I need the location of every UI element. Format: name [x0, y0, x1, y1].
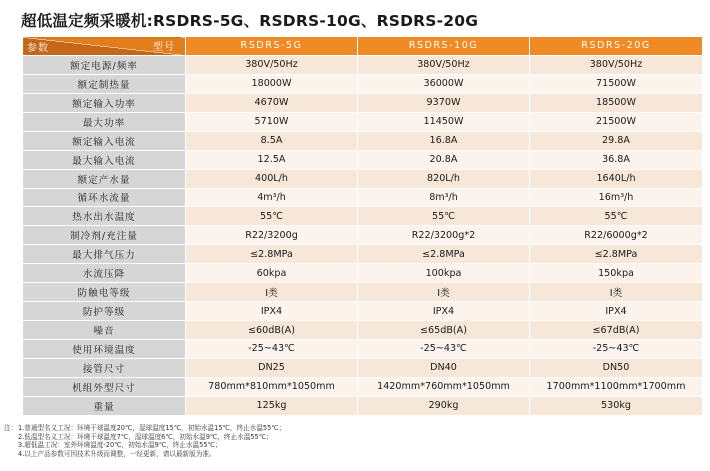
table-row	[23, 245, 703, 264]
value-cell: 16.8A	[358, 131, 530, 150]
table-row	[23, 188, 703, 207]
row-label: 重量	[23, 396, 186, 415]
value-cell: ≤2.8MPa	[186, 245, 358, 264]
row-label: 热水出水温度	[23, 207, 186, 226]
footnotes	[4, 424, 285, 458]
value-cell: 11450W	[358, 112, 530, 131]
value-cell: I类	[530, 283, 703, 302]
value-cell: 530kg	[530, 396, 703, 415]
row-label: 噪音	[23, 321, 186, 340]
table-row	[23, 207, 703, 226]
footnote-text: 2.低温型名义工况：环境干球温度7℃，湿球温度6℃，初始水温9℃，终止水温55℃；	[18, 432, 273, 441]
value-cell: 16m³/h	[530, 188, 703, 207]
value-cell: 1420mm*760mm*1050mm	[358, 377, 530, 396]
row-label: 防护等级	[23, 302, 186, 321]
value-cell: ≤2.8MPa	[358, 245, 530, 264]
page-title: 超低温定频采暖机:RSDRS-5G、RSDRS-10G、RSDRS-20G	[21, 12, 479, 30]
row-label: 额定制热量	[23, 74, 186, 93]
value-cell: R22/6000g*2	[530, 226, 703, 245]
row-label: 额定产水量	[23, 169, 186, 188]
row-label: 额定输入功率	[23, 93, 186, 112]
value-cell: 780mm*810mm*1050mm	[186, 377, 358, 396]
value-cell: 55℃	[530, 207, 703, 226]
row-label: 额定输入电流	[23, 131, 186, 150]
value-cell: I类	[186, 283, 358, 302]
value-cell: 12.5A	[186, 150, 358, 169]
footnote-item	[4, 441, 285, 450]
value-cell: 380V/50Hz	[358, 55, 530, 74]
footnote-text: 4.以上产品参数可因技术升级而调整，一经更新，请以最新版为准。	[18, 449, 216, 458]
value-cell: 380V/50Hz	[186, 55, 358, 74]
value-cell: ≤60dB(A)	[186, 321, 358, 340]
row-label: 防触电等级	[23, 283, 186, 302]
value-cell: 1640L/h	[530, 169, 703, 188]
table-row	[23, 169, 703, 188]
value-cell: 100kpa	[358, 264, 530, 283]
table-header-row	[23, 37, 703, 56]
value-cell: 8.5A	[186, 131, 358, 150]
table-row	[23, 302, 703, 321]
value-cell: I类	[358, 283, 530, 302]
table-row	[23, 93, 703, 112]
value-cell: -25~43℃	[530, 340, 703, 359]
table-row	[23, 131, 703, 150]
value-cell: 18000W	[186, 74, 358, 93]
table-row	[23, 150, 703, 169]
value-cell: 8m³/h	[358, 188, 530, 207]
value-cell: 1700mm*1100mm*1700mm	[530, 377, 703, 396]
value-cell: 20.8A	[358, 150, 530, 169]
footnote-item	[4, 424, 285, 433]
footnote-item	[4, 450, 285, 459]
param-header-label: 参数	[27, 42, 49, 54]
value-cell: ≤65dB(A)	[358, 321, 530, 340]
table-row	[23, 112, 703, 131]
value-cell: DN50	[530, 358, 703, 377]
value-cell: 29.8A	[530, 131, 703, 150]
value-cell: 380V/50Hz	[530, 55, 703, 74]
value-cell: R22/3200g	[186, 226, 358, 245]
value-cell: -25~43℃	[358, 340, 530, 359]
value-cell: -25~43℃	[186, 340, 358, 359]
row-label: 水流压降	[23, 264, 186, 283]
row-label: 循环水流量	[23, 188, 186, 207]
footnote-text: 1.普通型名义工况：环境干球温度20℃，湿球温度15℃，初始水温15℃，终止水温55℃；	[18, 424, 286, 432]
row-label: 制冷剂/充注量	[23, 226, 186, 245]
value-cell: 150kpa	[530, 264, 703, 283]
spec-table	[22, 36, 703, 416]
row-label: 最大输入电流	[23, 150, 186, 169]
row-label: 最大功率	[23, 112, 186, 131]
table-row	[23, 55, 703, 74]
model-header-label: 型号	[153, 42, 175, 53]
value-cell: R22/3200g*2	[358, 226, 530, 245]
value-cell: 71500W	[530, 74, 703, 93]
value-cell: DN40	[358, 358, 530, 377]
table-row	[23, 358, 703, 377]
table-row	[23, 396, 703, 415]
table-row	[23, 321, 703, 340]
value-cell: 820L/h	[358, 169, 530, 188]
row-label: 机组外型尺寸	[23, 377, 186, 396]
row-label: 使用环境温度	[23, 340, 186, 359]
value-cell: DN25	[186, 358, 358, 377]
footnote-item	[4, 433, 285, 442]
table-row	[23, 340, 703, 359]
table-row	[23, 264, 703, 283]
value-cell: 55℃	[186, 207, 358, 226]
value-cell: 18500W	[530, 93, 703, 112]
value-cell: 36000W	[358, 74, 530, 93]
value-cell: ≤2.8MPa	[530, 245, 703, 264]
table-row	[23, 377, 703, 396]
value-cell: 60kpa	[186, 264, 358, 283]
value-cell: 4670W	[186, 93, 358, 112]
value-cell: 4m³/h	[186, 188, 358, 207]
value-cell: IPX4	[530, 302, 703, 321]
value-cell: 400L/h	[186, 169, 358, 188]
model-header-rsdrs-20g: RSDRS-20G	[530, 37, 703, 56]
value-cell: 36.8A	[530, 150, 703, 169]
value-cell: 55℃	[358, 207, 530, 226]
row-label: 最大排气压力	[23, 245, 186, 264]
table-row	[23, 283, 703, 302]
footnote-text: 3.超低温工况：室外环境温度-20℃，初始水温9℃，终止水温55℃；	[18, 441, 222, 450]
row-label: 接管尺寸	[23, 358, 186, 377]
model-header-rsdrs-5g: RSDRS-5G	[186, 37, 358, 56]
value-cell: 290kg	[358, 396, 530, 415]
header-corner-cell	[23, 37, 186, 56]
row-label: 额定电源/频率	[23, 55, 186, 74]
value-cell: 21500W	[530, 112, 703, 131]
table-row	[23, 74, 703, 93]
model-header-rsdrs-10g: RSDRS-10G	[358, 37, 530, 56]
value-cell: IPX4	[186, 302, 358, 321]
footnote-prefix: 注：	[4, 424, 18, 432]
value-cell: ≤67dB(A)	[530, 321, 703, 340]
value-cell: 125kg	[186, 396, 358, 415]
table-row	[23, 226, 703, 245]
value-cell: IPX4	[358, 302, 530, 321]
value-cell: 5710W	[186, 112, 358, 131]
value-cell: 9370W	[358, 93, 530, 112]
